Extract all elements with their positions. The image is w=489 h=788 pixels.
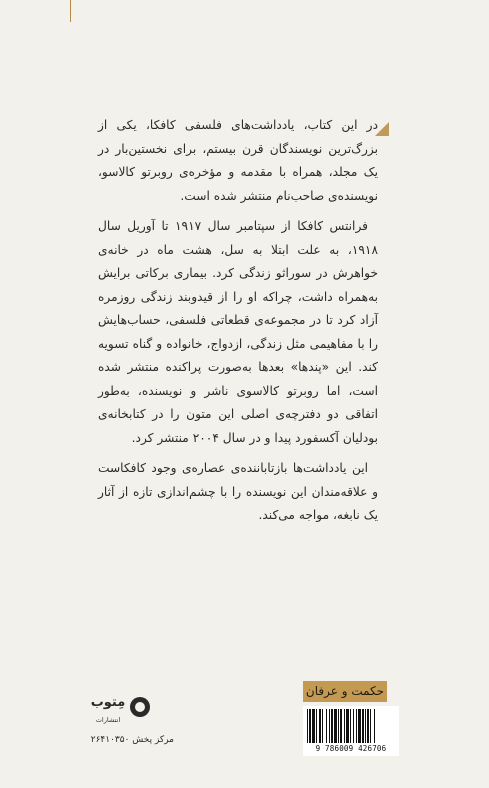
publisher-mark-icon — [130, 697, 150, 717]
barcode-bar — [362, 709, 364, 743]
barcode-bar — [329, 709, 330, 743]
barcode-bar — [319, 709, 321, 743]
barcode-bar — [307, 709, 308, 743]
barcode-bar — [326, 709, 327, 743]
barcode-bar — [344, 709, 345, 743]
barcode-bar — [356, 709, 357, 743]
barcode-bar — [374, 709, 375, 743]
barcode-bar — [346, 709, 349, 743]
barcode-bar — [350, 709, 351, 743]
distribution-center: مرکز پخش ۲۶۴۱۰۳۵۰ — [90, 735, 174, 745]
barcode-bar — [370, 709, 371, 743]
blurb-text — [98, 114, 378, 535]
barcode-number: 9 786009 426706 — [315, 744, 387, 753]
top-divider-line — [70, 0, 71, 22]
blurb-paragraph-1: در این کتاب، یادداشت‌های فلسفی کافکا، یکی از بزرگ‌ترین نویسندگان قرن بیستم، برای نخستین‌بار در یک مجلد، همراه با مقدمه و مؤخره‌ی روبرتو کالاسو، نویسنده‌ی صاحب‌نام منتشر شده است. — [98, 118, 378, 203]
isbn-barcode — [303, 706, 399, 756]
barcode-bar — [309, 709, 311, 743]
barcode-bar — [331, 709, 333, 743]
barcode-bar — [316, 709, 317, 743]
series-label: حکمت و عرفان — [303, 681, 387, 702]
blurb-paragraph-2: فرانتس کافکا از سپتامبر سال ۱۹۱۷ تا آوریل سال ۱۹۱۸، به علت ابتلا به سل، هشت ماه در خانه‌ی خواهرش در سوراثو زندگی کرد. بیماری برکاتی برایش به‌همراه داشت، چراکه او را از قیدوبند زندگی روزمره آزاد کرد تا در مجموعه‌ی قطعاتی فلسفی، حساب‌هایش را با مفاهیمی مثل زندگی، ازدواج، خانواده و گناه تسویه کند. این «پندها» بعدها به‌صورت پراکنده منتشر شده است، اما روبرتو کالاسوی ناشر و نویسنده، به‌طور اتفاقی دو دفترچه‌ی اصلی این متون را در کتابخانه‌ی بودلیان آکسفورد پیدا و در سال ۲۰۰۴ منتشر کرد. — [98, 219, 378, 445]
barcode-bar — [334, 709, 337, 743]
barcode-bar — [353, 709, 354, 743]
barcode-bars — [305, 709, 397, 743]
barcode-bar — [365, 709, 366, 743]
barcode-bar — [358, 709, 361, 743]
barcode-bar — [340, 709, 342, 743]
blurb-paragraph-3: این یادداشت‌ها بازتاباننده‌ی عصاره‌ی وجود کافکاست و علاقه‌مندان این نویسنده را با چشم‌اندازی تازه از آثار یک نابغه، مواجه می‌کند. — [98, 461, 378, 522]
barcode-bar — [322, 709, 323, 743]
publisher-name: مِتوب — [90, 695, 126, 710]
publisher-logo — [84, 695, 150, 731]
barcode-bar — [312, 709, 315, 743]
barcode-bar — [338, 709, 339, 743]
publisher-subtitle: انتشارات — [95, 716, 121, 724]
barcode-bar — [367, 709, 369, 743]
